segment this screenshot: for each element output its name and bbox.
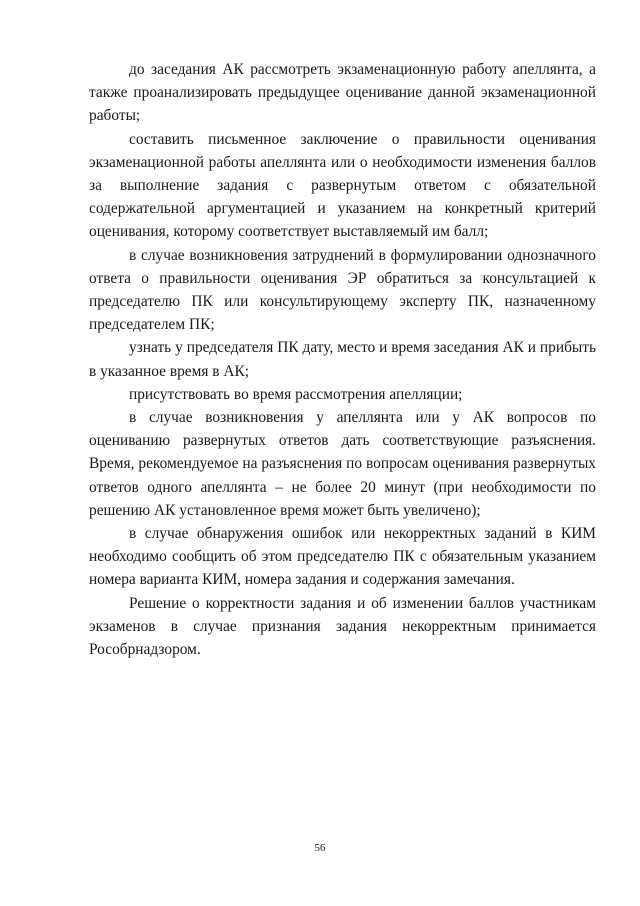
paragraph-written-conclusion: составить письменное заключение о правильности оценивания экзаменационной работы апеллянта или о необходимости изменения баллов за выполнение задания с развернутым ответом с обязательной содержательной аргументацией и указанием на конкретный критерий оценивания, которому соответствует выставляемый им балл; <box>89 130 596 241</box>
paragraph-kim-errors: в случае обнаружения ошибок или некорректных заданий в КИМ необходимо сообщить об этом председателю ПК с обязательным указанием номера варианта КИМ, номера задания и содержания замечания. <box>89 525 596 589</box>
paragraph-meeting-time: узнать у председателя ПК дату, место и время заседания АК и прибыть в указанное время в АК; <box>89 339 596 380</box>
document-body <box>89 58 596 661</box>
paragraph-explanations: в случае возникновения у апеллянта или у АК вопросов по оцениванию развернутых ответов дать соответствующие разъяснения. Время, рекомендуемое на разъяснения по вопросам оценивания развернутых ответов одного апеллянта – не более 20 минут (при необходимости по решению АК установленное время может быть увеличено); <box>89 409 596 519</box>
paragraph-review-before-meeting: до заседания АК рассмотреть экзаменационную работу апеллянта, а также проанализировать предыдущее оценивание данной экзаменационной работы; <box>89 61 596 125</box>
paragraph-decision: Решение о корректности задания и об изменении баллов участникам экзаменов в случае признания задания некорректным принимается Рособрнадзором. <box>89 594 596 659</box>
paragraph-consultation: в случае возникновения затруднений в формулировании однозначного ответа о правильности оценивания ЭР обратиться за консультацией к председателю ПК или консультирующему эксперту ПК, назначенному председателем ПК; <box>89 246 596 334</box>
paragraph-attend-appeal: присутствовать во время рассмотрения апелляции; <box>129 385 463 403</box>
page-number: 56 <box>314 842 326 854</box>
